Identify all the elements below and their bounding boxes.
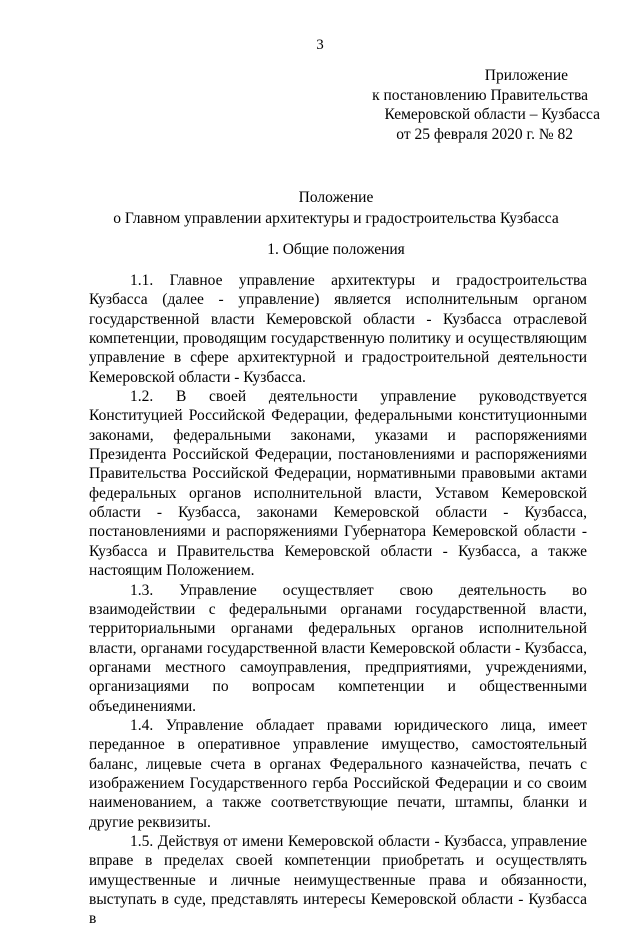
appendix-title: Приложение: [484, 67, 568, 84]
appendix-resolution-line: к постановлению Правительства: [372, 86, 588, 104]
paragraph-1-3: 1.3. Управление осуществляет свою деятельность во взаимодействии с федеральными органами государственной власти, территориальными органами федеральных органов исполнительной власти, органами государственной власти Кемеровской области - Кузбасса, органами местного самоуправления, предприятиями, учреждениями, организациями по вопросам компетенции и общественными объединениями.: [89, 581, 587, 715]
appendix-region-line: Кемеровской области – Кузбасса: [384, 106, 600, 123]
paragraph-1-1: 1.1. Главное управление архитектуры и градостроительства Кузбасса (далее - управление) является исполнительным органом государственной власти Кемеровской области - Кузбасса отраслевой компетенции, проводящим государственную политику и осуществляющим управление в сфере архитектурной и градостроительной деятельности Кемеровской области - Кузбасса.: [89, 272, 587, 386]
paragraph-1-5: 1.5. Действуя от имени Кемеровской области - Кузбасса, управление вправе в пределах своей компетенции приобретать и осуществлять имущественные и личные неимущественные права и обязанности, выступать в суде, представлять интересы Кемеровской области - Кузбасса в: [89, 832, 587, 928]
paragraph-1-2: 1.2. В своей деятельности управление руководствуется Конституцией Российской Федерации, федеральными конституционными законами, федеральными законами, указами и распоряжениями Президента Российской Федерации, постановлениями и распоряжениями Правительства Российской Федерации, нормативными правовыми актами федеральных органов исполнительной власти, Уставом Кемеровской области - Кузбасса, законами Кемеровской области - Кузбасса, постановлениями и распоряжениями Губернатора Кемеровской области - Кузбасса и Правительства Кемеровской области - Кузбасса, а также настоящим Положением.: [89, 388, 587, 580]
appendix-date-line: от 25 февраля 2020 г. № 82: [396, 125, 573, 143]
document-body: [89, 271, 587, 929]
section-heading: 1. Общие положения: [267, 241, 405, 258]
page-number: 3: [316, 37, 324, 53]
document-title: [60, 187, 612, 229]
document-title-line2: о Главном управлении архитектуры и градостроительства Кузбасса: [113, 210, 559, 227]
document-title-line1: Положение: [298, 189, 374, 206]
appendix-block: [350, 66, 600, 144]
paragraph-1-4: 1.4. Управление обладает правами юридического лица, имеет переданное в оперативное управление имущество, самостоятельный баланс, лицевые счета в органах Федерального казначейства, печать с изображением Государственного герба Российской Федерации и со своим наименованием, а также соответствующие печати, штампы, бланки и другие реквизиты.: [89, 716, 587, 831]
